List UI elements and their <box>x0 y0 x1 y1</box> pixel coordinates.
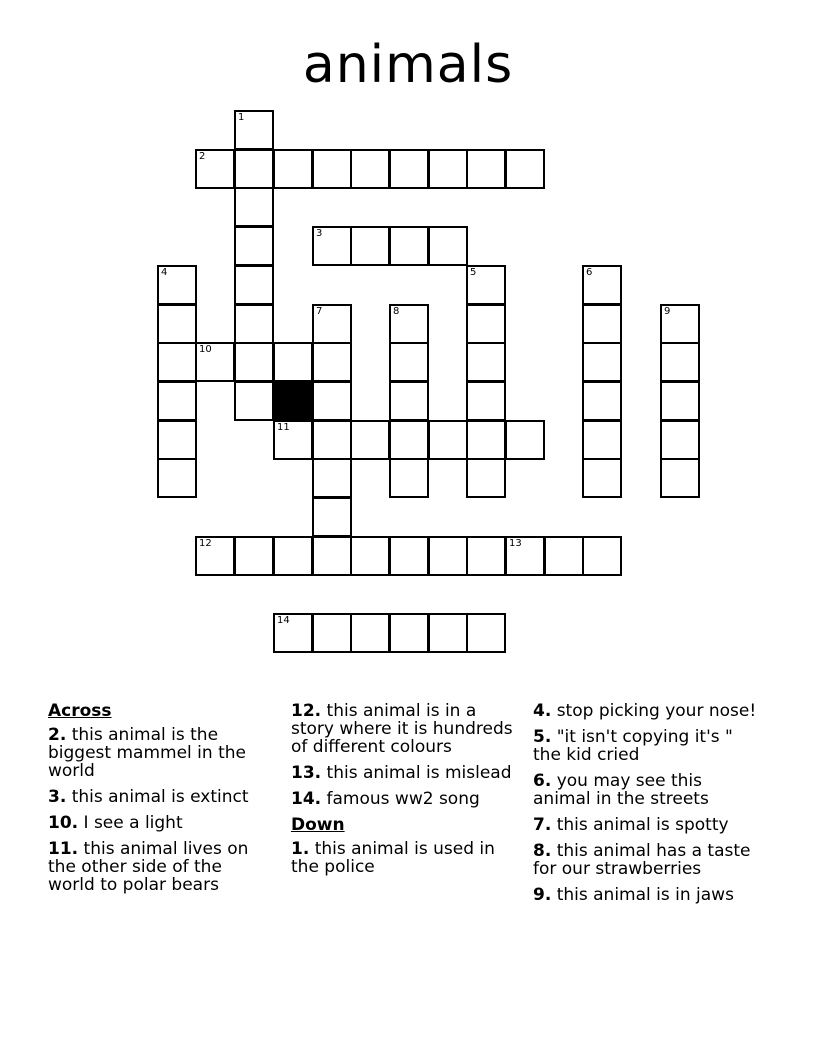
cell-number: 14 <box>277 615 290 626</box>
clue-down-9 <box>533 886 758 904</box>
grid-cell[interactable] <box>350 149 390 189</box>
grid-cell[interactable] <box>312 458 352 498</box>
grid-cell[interactable] <box>466 381 506 421</box>
cell-number: 7 <box>316 306 323 317</box>
grid-cell[interactable] <box>582 420 622 460</box>
cell-number: 9 <box>664 306 671 317</box>
grid-cell[interactable] <box>466 265 506 305</box>
page-title: animals <box>302 35 514 95</box>
grid-cell[interactable] <box>350 420 390 460</box>
grid-cell[interactable] <box>660 420 700 460</box>
grid-cell[interactable] <box>389 149 429 189</box>
grid-cell[interactable] <box>428 613 468 653</box>
clue-text: this animal is spotty <box>551 815 729 835</box>
grid-cell[interactable] <box>660 458 700 498</box>
clue-number: 3. <box>48 787 67 807</box>
grid-cell[interactable] <box>195 536 235 576</box>
grid-cell[interactable] <box>505 420 545 460</box>
clue-text: "it isn't copying it's " the kid cried <box>533 727 733 765</box>
grid-cell[interactable] <box>544 536 584 576</box>
grid-cell[interactable] <box>428 226 468 266</box>
clue-down-4 <box>533 702 758 720</box>
grid-cell[interactable] <box>466 420 506 460</box>
grid-cell[interactable] <box>312 420 352 460</box>
grid-cell[interactable] <box>389 536 429 576</box>
grid-cell[interactable] <box>312 497 352 537</box>
grid-cell[interactable] <box>234 187 274 227</box>
clue-down-1 <box>291 840 516 876</box>
grid-cell[interactable] <box>157 342 197 382</box>
grid-cell[interactable] <box>312 613 352 653</box>
grid-cell[interactable] <box>466 342 506 382</box>
clue-number: 1. <box>291 839 310 859</box>
grid-cell[interactable] <box>234 110 274 150</box>
clue-number: 5. <box>533 727 552 747</box>
grid-cell[interactable] <box>312 226 352 266</box>
clue-number: 11. <box>48 839 79 859</box>
grid-cell[interactable] <box>234 226 274 266</box>
clue-text: I see a light <box>78 813 183 833</box>
cell-number: 12 <box>199 538 212 549</box>
cell-number: 5 <box>470 267 477 278</box>
grid-cell[interactable] <box>428 149 468 189</box>
clue-text: this animal is mislead <box>321 763 512 783</box>
clue-across-11 <box>48 840 268 894</box>
clue-text: this animal is extinct <box>66 787 249 807</box>
grid-cell[interactable] <box>660 381 700 421</box>
clue-number: 12. <box>291 701 322 721</box>
clue-across-10 <box>48 814 268 832</box>
grid-cell[interactable] <box>428 420 468 460</box>
grid-cell[interactable] <box>389 458 429 498</box>
grid-cell[interactable] <box>582 265 622 305</box>
clue-down-8 <box>533 842 758 878</box>
grid-cell[interactable] <box>195 149 235 189</box>
grid-cell[interactable] <box>466 536 506 576</box>
cell-number: 10 <box>199 344 212 355</box>
grid-cell[interactable] <box>660 342 700 382</box>
grid-cell[interactable] <box>312 342 352 382</box>
grid-cell[interactable] <box>350 613 390 653</box>
grid-cell[interactable] <box>195 342 235 382</box>
clue-across-2 <box>48 726 268 780</box>
grid-cell[interactable] <box>389 304 429 344</box>
grid-cell[interactable] <box>157 304 197 344</box>
grid-cell[interactable] <box>273 613 313 653</box>
cell-number: 3 <box>316 228 323 239</box>
clues-column-3 <box>533 702 758 912</box>
grid-cell[interactable] <box>389 420 429 460</box>
clue-number: 4. <box>533 701 552 721</box>
grid-cell[interactable] <box>273 420 313 460</box>
grid-cell[interactable] <box>582 381 622 421</box>
down-heading: Down <box>291 815 345 835</box>
clue-text: you may see this animal in the streets <box>533 771 709 809</box>
grid-cell[interactable] <box>389 613 429 653</box>
grid-cell[interactable] <box>389 226 429 266</box>
grid-cell[interactable] <box>234 149 274 189</box>
clue-number: 13. <box>291 763 322 783</box>
clue-down-7 <box>533 816 758 834</box>
across-heading: Across <box>48 701 112 721</box>
clue-text: this animal is the biggest mammel in the world <box>48 725 246 781</box>
grid-cell[interactable] <box>505 149 545 189</box>
clue-across-12 <box>291 702 516 756</box>
grid-cell[interactable] <box>234 381 274 421</box>
clue-across-3 <box>48 788 268 806</box>
grid-cell[interactable] <box>312 536 352 576</box>
cell-number: 6 <box>586 267 593 278</box>
grid-cell[interactable] <box>466 304 506 344</box>
grid-cell[interactable] <box>234 265 274 305</box>
grid-cell[interactable] <box>505 536 545 576</box>
grid-cell[interactable] <box>312 304 352 344</box>
clue-text: this animal is in jaws <box>551 885 734 905</box>
clue-across-14 <box>291 790 516 808</box>
clue-across-13 <box>291 764 516 782</box>
clue-number: 7. <box>533 815 552 835</box>
grid-cell[interactable] <box>157 420 197 460</box>
grid-cell[interactable] <box>273 342 313 382</box>
grid-cell[interactable] <box>350 226 390 266</box>
clue-number: 14. <box>291 789 322 809</box>
clue-down-5 <box>533 728 758 764</box>
clue-number: 9. <box>533 885 552 905</box>
clue-number: 2. <box>48 725 67 745</box>
grid-cell[interactable] <box>582 536 622 576</box>
clue-text: this animal lives on the other side of the world to polar bears <box>48 839 249 895</box>
clue-number: 10. <box>48 813 79 833</box>
grid-cell[interactable] <box>582 458 622 498</box>
grid-cell[interactable] <box>428 536 468 576</box>
cell-number: 1 <box>238 112 245 123</box>
clue-number: 8. <box>533 841 552 861</box>
clue-text: famous ww2 song <box>321 789 480 809</box>
grid-cell[interactable] <box>312 149 352 189</box>
clues-column-2 <box>291 702 516 884</box>
cell-number: 8 <box>393 306 400 317</box>
grid-cell[interactable] <box>234 342 274 382</box>
grid-cell[interactable] <box>350 536 390 576</box>
clues-column-1 <box>48 702 268 902</box>
clue-text: this animal is in a story where it is hundreds of different colours <box>291 701 513 757</box>
clue-text: this animal has a taste for our strawberries <box>533 841 751 879</box>
cell-number: 11 <box>277 422 290 433</box>
grid-cell[interactable] <box>157 381 197 421</box>
grid-cell[interactable] <box>273 536 313 576</box>
grid-cell[interactable] <box>582 304 622 344</box>
grid-cell[interactable] <box>389 342 429 382</box>
grid-cell[interactable] <box>582 342 622 382</box>
black-cell <box>273 381 313 421</box>
grid-cell[interactable] <box>466 613 506 653</box>
grid-cell[interactable] <box>273 149 313 189</box>
clue-number: 6. <box>533 771 552 791</box>
clue-text: stop picking your nose! <box>551 701 757 721</box>
clue-down-6 <box>533 772 758 808</box>
grid-cell[interactable] <box>157 458 197 498</box>
grid-cell[interactable] <box>660 304 700 344</box>
clue-text: this animal is used in the police <box>291 839 495 877</box>
grid-cell[interactable] <box>312 381 352 421</box>
cell-number: 4 <box>161 267 168 278</box>
grid-cell[interactable] <box>466 458 506 498</box>
grid-cell[interactable] <box>466 149 506 189</box>
cell-number: 13 <box>509 538 522 549</box>
cell-number: 2 <box>199 151 206 162</box>
grid-cell[interactable] <box>234 536 274 576</box>
grid-cell[interactable] <box>157 265 197 305</box>
grid-cell[interactable] <box>389 381 429 421</box>
grid-cell[interactable] <box>234 304 274 344</box>
